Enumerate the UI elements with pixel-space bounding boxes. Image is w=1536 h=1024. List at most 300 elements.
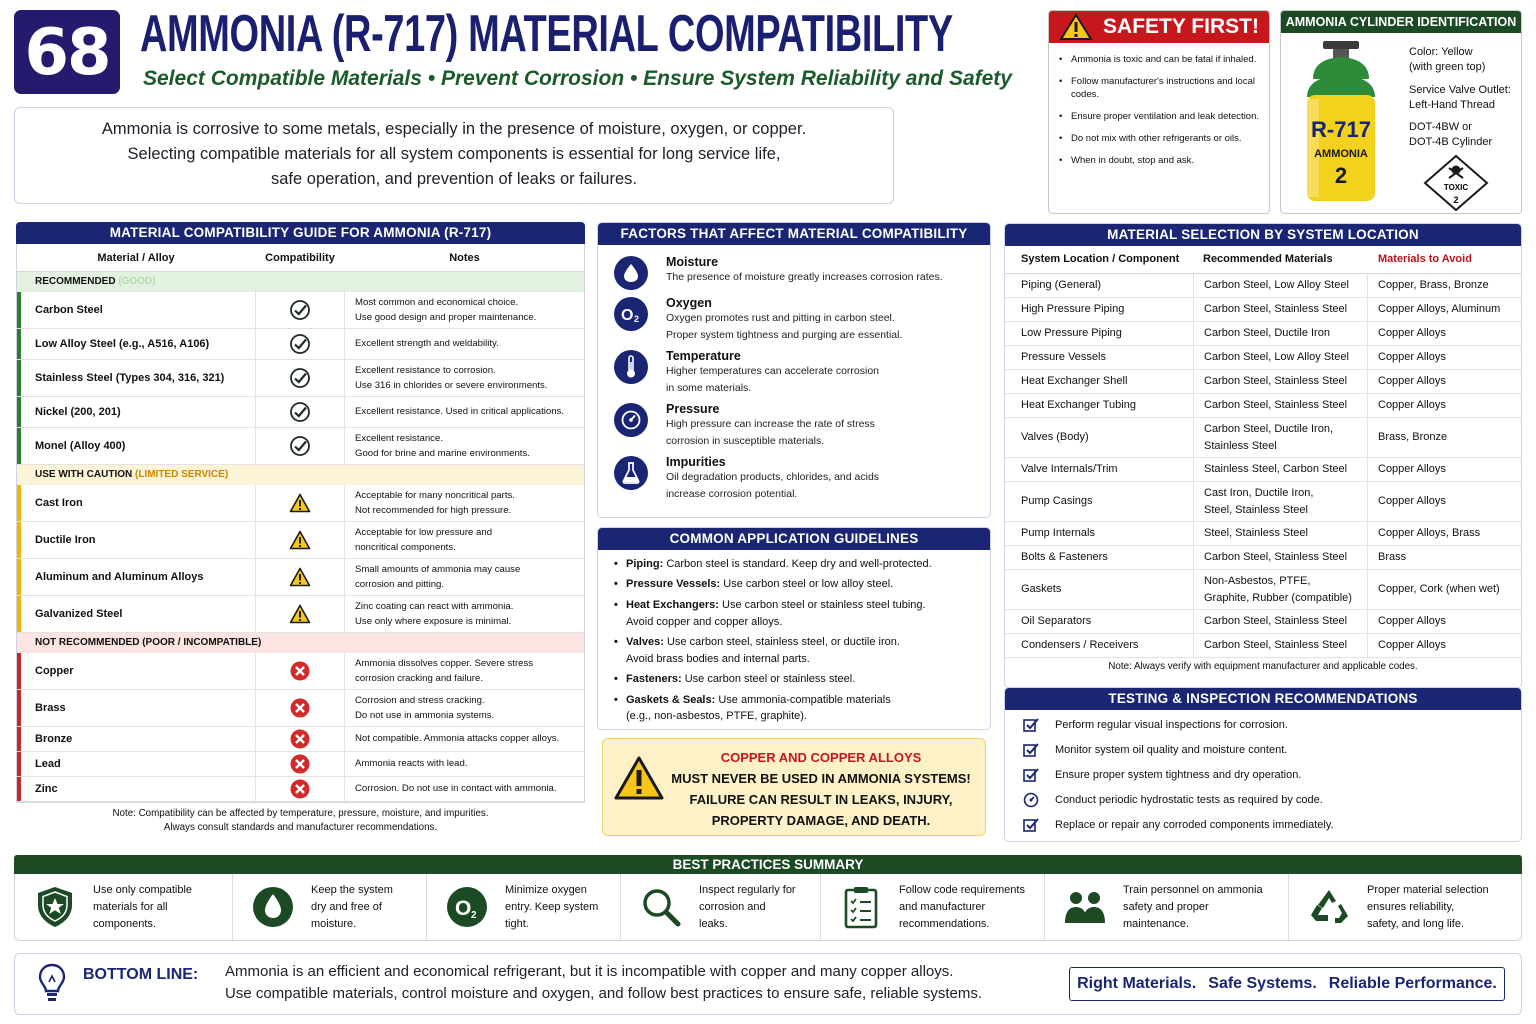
hazard-text: TOXIC	[1443, 183, 1469, 192]
material-name: Nickel (200, 201)	[35, 406, 121, 418]
testing-item	[1023, 787, 1521, 812]
cylinder-dot-2: DOT-4B Cylinder	[1409, 136, 1493, 148]
safety-panel	[1048, 10, 1270, 214]
factor-text	[666, 349, 879, 396]
location-note: Note: Always verify with equipment manufacturer and applicable codes.	[1108, 661, 1418, 672]
material-notes-cell	[345, 781, 584, 797]
factor-text	[666, 255, 943, 286]
avoid-cell: Copper Alloys	[1378, 463, 1446, 476]
guideline-item	[614, 597, 990, 631]
magnifier-icon	[639, 886, 683, 928]
material-name: Brass	[35, 702, 66, 714]
note-line: Not recommended for high pressure.	[355, 505, 512, 516]
guideline-text: Use carbon steel or low alloy steel.	[720, 578, 894, 591]
bottom-line-box	[14, 953, 1522, 1015]
material-name: Zinc	[35, 783, 58, 795]
factor-title: Moisture	[666, 255, 719, 269]
page-title: AMMONIA (R-717) MATERIAL COMPATIBILITY	[140, 5, 953, 63]
location-table-header: MATERIAL SELECTION BY SYSTEM LOCATION	[1005, 224, 1521, 246]
note-line: Excellent resistance. Used in critical applications.	[355, 406, 565, 418]
table-row	[17, 360, 584, 397]
table-row	[17, 727, 584, 752]
best-practice-line: Train personnel on ammonia	[1123, 883, 1263, 896]
note-line: Use 316 in chlorides or severe environments.	[355, 380, 548, 391]
section-label: RECOMMENDED	[35, 276, 116, 287]
guidelines-panel	[597, 527, 991, 730]
intro-line: safe operation, and prevention of leaks or failures.	[271, 170, 637, 188]
table-row	[1005, 546, 1521, 570]
warning-icon	[613, 755, 665, 801]
best-practice-item	[821, 874, 1045, 940]
checkbox-icon	[1023, 817, 1039, 833]
table-row	[1005, 370, 1521, 394]
location-name: Low Pressure Piping	[1021, 327, 1122, 340]
col-recommended: Recommended Materials	[1203, 253, 1333, 266]
guideline-item	[614, 692, 990, 726]
location-name: Valves (Body)	[1021, 431, 1089, 444]
intro-line: Ammonia is corrosive to some metals, especially in the presence of moisture, oxygen, or copper.	[101, 120, 807, 138]
material-notes-cell	[345, 404, 584, 420]
location-name: Pump Casings	[1021, 495, 1093, 508]
svg-text:O: O	[455, 897, 472, 920]
copper-warning-box	[602, 738, 986, 836]
location-name: Condensers / Receivers	[1021, 639, 1139, 652]
avoid-cell: Copper Alloys	[1378, 399, 1446, 412]
best-practice-item	[15, 874, 233, 940]
note-line: Excellent resistance.	[355, 432, 443, 444]
avoid-cell: Copper Alloys	[1378, 495, 1446, 508]
best-practice-item	[233, 874, 427, 940]
location-name: Bolts & Fasteners	[1021, 551, 1108, 564]
location-name: Pump Internals	[1021, 527, 1095, 540]
recommended-cell	[1193, 458, 1368, 481]
compat-cell	[255, 596, 345, 632]
guideline-text: Use carbon steel or stainless steel tubing.	[718, 598, 926, 611]
best-practice-item	[427, 874, 621, 940]
compat-cell	[255, 397, 345, 427]
material-note-2: Always consult standards and manufacturer recommendations.	[163, 822, 438, 833]
material-name: Monel (Alloy 400)	[35, 440, 126, 452]
compat-cell	[255, 559, 345, 595]
section-header-bad	[17, 633, 584, 653]
recommended-line: Carbon Steel, Stainless Steel	[1204, 375, 1348, 388]
tagline-part: Safe Systems.	[1208, 975, 1317, 992]
water-drop-icon	[251, 886, 295, 928]
status-bar	[17, 653, 21, 689]
note-line: Good for brine and marine environments.	[355, 448, 530, 459]
cylinder-valve-value: Left-Hand Thread	[1409, 99, 1496, 111]
section-label: NOT RECOMMENDED (POOR / INCOMPATIBLE)	[35, 637, 262, 648]
factor-title: Pressure	[666, 402, 720, 416]
material-notes-cell	[345, 756, 584, 772]
x-circle-icon	[289, 660, 311, 682]
recycle-icon	[1307, 887, 1351, 927]
compat-cell	[255, 522, 345, 558]
cylinder-label-r717: R-717	[1311, 117, 1371, 142]
status-bar	[17, 522, 21, 558]
guideline-text: Carbon steel is standard. Keep dry and well-protected.	[663, 558, 932, 570]
recommended-cell	[1193, 482, 1368, 521]
factor-item	[614, 349, 990, 396]
cylinder-header: AMMONIA CYLINDER IDENTIFICATION	[1281, 11, 1521, 33]
recommended-cell	[1193, 418, 1368, 457]
best-practice-line: Inspect regularly for	[699, 883, 796, 896]
location-name: Oil Separators	[1021, 615, 1092, 628]
table-row	[17, 690, 584, 727]
avoid-cell: Brass, Bronze	[1378, 431, 1448, 444]
note-line: Acceptable for many noncritical parts.	[355, 489, 515, 501]
table-row	[1005, 458, 1521, 482]
recommended-cell	[1193, 522, 1368, 545]
table-row	[17, 522, 584, 559]
location-name: Pressure Vessels	[1021, 351, 1106, 364]
material-table-header: MATERIAL COMPATIBILITY GUIDE FOR AMMONIA (R-717)	[16, 222, 585, 244]
table-row	[1005, 418, 1521, 458]
recommended-cell	[1193, 346, 1368, 369]
compat-cell	[255, 690, 345, 726]
check-circle-icon	[289, 333, 311, 355]
status-bar	[17, 428, 21, 464]
compat-cell	[255, 292, 345, 328]
material-notes-cell	[345, 731, 584, 747]
best-practice-line: Keep the system	[311, 883, 393, 896]
checkbox-icon	[1023, 717, 1039, 733]
note-line: Acceptable for low pressure and	[355, 526, 493, 538]
table-row	[17, 596, 584, 633]
note-line: Excellent strength and weldability.	[355, 338, 499, 350]
recommended-cell	[1193, 298, 1368, 321]
factor-line: increase corrosion potential.	[666, 487, 798, 500]
water-drop-icon	[614, 256, 648, 290]
table-row	[17, 428, 584, 465]
recommended-line: Carbon Steel, Stainless Steel	[1204, 551, 1348, 564]
best-practices-panel	[14, 855, 1522, 941]
table-row	[1005, 482, 1521, 522]
guideline-label: Heat Exchangers:	[626, 598, 719, 611]
note-line: Not compatible. Ammonia attacks copper alloys.	[355, 733, 560, 745]
material-name: Low Alloy Steel (e.g., A516, A106)	[35, 338, 210, 350]
safety-title: SAFETY FIRST!	[1103, 15, 1259, 38]
bottom-line-label: BOTTOM LINE:	[83, 966, 199, 983]
avoid-cell: Copper Alloys	[1378, 375, 1446, 388]
cylinder-info	[1409, 45, 1511, 150]
svg-text:O: O	[621, 307, 634, 323]
factor-title: Oxygen	[666, 296, 712, 310]
x-circle-icon	[289, 753, 311, 775]
col-compat: Compatibility	[265, 251, 335, 264]
best-practice-line: tight.	[505, 917, 529, 930]
material-name: Lead	[35, 758, 61, 770]
status-bar	[17, 777, 21, 801]
avoid-cell: Copper Alloys	[1378, 327, 1446, 340]
safety-header	[1049, 11, 1269, 43]
location-name: Piping (General)	[1021, 279, 1102, 292]
best-practice-text	[899, 882, 1025, 933]
material-name: Galvanized Steel	[35, 608, 123, 620]
recommended-line: Carbon Steel, Stainless Steel	[1204, 615, 1348, 628]
note-line: Use only where exposure is minimal.	[355, 616, 512, 627]
status-bar	[17, 292, 21, 328]
material-name: Cast Iron	[35, 497, 83, 509]
best-practice-line: maintenance.	[1123, 917, 1190, 930]
avoid-cell: Copper, Brass, Bronze	[1378, 279, 1489, 292]
caution-triangle-icon	[289, 567, 311, 587]
guideline-label: Fasteners:	[626, 673, 682, 686]
factors-panel	[597, 222, 991, 518]
guideline-label: Valves:	[626, 635, 664, 648]
safety-item: • Follow manufacturer's instructions and local codes.	[1059, 75, 1263, 101]
section-label-suffix: (GOOD)	[118, 276, 156, 287]
material-name: Bronze	[35, 733, 73, 745]
factor-title: Temperature	[666, 349, 741, 363]
guideline-label: Pressure Vessels:	[626, 578, 721, 591]
material-notes-cell	[345, 336, 584, 352]
testing-item	[1023, 712, 1521, 737]
warning-icon	[1059, 13, 1093, 41]
note-line: Small amounts of ammonia may cause	[355, 563, 521, 575]
material-notes-cell	[345, 488, 584, 519]
safety-item: • Ammonia is toxic and can be fatal if inhaled.	[1059, 53, 1263, 66]
table-row	[1005, 522, 1521, 546]
note-line: Most common and economical choice.	[355, 296, 519, 308]
table-row	[1005, 394, 1521, 418]
pressure-gauge-icon	[614, 403, 648, 437]
status-bar	[17, 690, 21, 726]
testing-item	[1023, 812, 1521, 837]
guidelines-list	[598, 550, 990, 725]
note-line: corrosion cracking and failure.	[355, 673, 483, 684]
flask-icon	[614, 456, 648, 490]
factor-text	[666, 296, 902, 343]
check-circle-icon	[289, 435, 311, 457]
compat-cell	[255, 485, 345, 521]
table-row	[1005, 634, 1521, 658]
best-practice-line: corrosion and	[699, 900, 766, 913]
best-practice-line: safety and proper	[1123, 900, 1209, 913]
best-practice-item	[621, 874, 821, 940]
check-circle-icon	[289, 367, 311, 389]
material-table-body	[17, 272, 584, 802]
status-bar	[17, 329, 21, 359]
best-practice-line: Proper material selection	[1367, 883, 1489, 896]
note-line: Do not use in ammonia systems.	[355, 710, 495, 721]
table-row	[1005, 322, 1521, 346]
best-practice-text	[311, 882, 393, 933]
copper-warning-line: PROPERTY DAMAGE, AND DEATH.	[711, 813, 931, 828]
lightbulb-icon	[37, 962, 67, 1004]
recommended-line: Carbon Steel, Stainless Steel	[1204, 639, 1348, 652]
factor-item	[614, 296, 990, 343]
material-notes-cell	[345, 363, 584, 394]
best-practice-line: leaks.	[699, 917, 728, 930]
location-name: High Pressure Piping	[1021, 303, 1125, 316]
note-line: Ammonia reacts with lead.	[355, 758, 468, 770]
material-notes-cell	[345, 656, 584, 687]
recommended-cell	[1193, 546, 1368, 569]
material-name: Stainless Steel (Types 304, 316, 321)	[35, 372, 225, 384]
recommended-line: Steel, Stainless Steel	[1204, 503, 1308, 516]
recommended-line: Carbon Steel, Stainless Steel	[1204, 399, 1348, 412]
copper-warning-line: FAILURE CAN RESULT IN LEAKS, INJURY,	[689, 792, 953, 807]
best-practices-header: BEST PRACTICES SUMMARY	[14, 855, 1522, 874]
best-practice-line: Follow code requirements	[899, 883, 1025, 896]
tagline-part: Reliable Performance.	[1328, 975, 1497, 992]
checkbox-icon	[1023, 767, 1039, 783]
avoid-cell: Copper Alloys, Aluminum	[1378, 303, 1501, 316]
table-row	[17, 653, 584, 690]
gauge-icon	[1023, 792, 1039, 808]
bottom-line-text: Ammonia is an efficient and economical refrigerant, but it is incompatible with copper and many copper alloys.	[225, 963, 954, 980]
cylinder-label-num: 2	[1334, 163, 1348, 188]
location-table-columns	[1005, 246, 1521, 274]
safety-item: • Ensure proper ventilation and leak detection.	[1059, 110, 1263, 123]
cylinder-color: Color: Yellow	[1409, 46, 1473, 58]
factor-text	[666, 455, 879, 502]
location-name: Heat Exchanger Shell	[1021, 375, 1128, 388]
best-practice-item	[1045, 874, 1289, 940]
testing-text: Monitor system oil quality and moisture content.	[1055, 743, 1288, 756]
best-practice-line: recommendations.	[899, 917, 990, 930]
safety-item: • When in doubt, stop and ask.	[1059, 154, 1263, 167]
material-note-1: Note: Compatibility can be affected by temperature, pressure, moisture, and impurities.	[112, 808, 489, 819]
best-practice-text	[93, 882, 192, 933]
cylinder-panel	[1280, 10, 1522, 214]
factor-line: Higher temperatures can accelerate corrosion	[666, 365, 880, 377]
recommended-cell	[1193, 634, 1368, 657]
guideline-text-cont: (e.g., non-asbestos, PTFE, graphite).	[626, 710, 807, 723]
compat-cell	[255, 360, 345, 396]
table-row	[17, 397, 584, 428]
hazard-num: 2	[1453, 195, 1459, 205]
guidelines-header: COMMON APPLICATION GUIDELINES	[598, 528, 990, 550]
material-notes	[16, 807, 585, 835]
location-name: Valve Internals/Trim	[1021, 463, 1118, 476]
factor-line: in some materials.	[666, 381, 752, 394]
bottom-line-text: Use compatible materials, control moisture and oxygen, and follow best practices to ensure safe, reliable systems.	[225, 985, 983, 1002]
recommended-line: Cast Iron, Ductile Iron,	[1204, 487, 1314, 499]
caution-triangle-icon	[289, 530, 311, 550]
note-line: Corrosion and stress cracking.	[355, 694, 485, 706]
table-row	[17, 777, 584, 802]
shield-icon	[33, 885, 77, 929]
copper-warning-line: MUST NEVER BE USED IN AMMONIA SYSTEMS!	[671, 771, 971, 786]
oxygen-icon	[614, 297, 648, 331]
status-bar	[17, 485, 21, 521]
guideline-item	[614, 576, 990, 593]
best-practice-line: Use only compatible	[93, 883, 193, 896]
factors-list	[598, 255, 990, 502]
location-table-body	[1005, 274, 1521, 658]
status-bar	[17, 596, 21, 632]
location-name: Gaskets	[1021, 583, 1062, 596]
col-material: Material / Alloy	[97, 251, 175, 264]
factors-header: FACTORS THAT AFFECT MATERIAL COMPATIBILITY	[598, 223, 990, 245]
checkbox-icon	[1023, 742, 1039, 758]
best-practice-text	[699, 882, 796, 933]
svg-text:2: 2	[634, 314, 640, 323]
copper-warning-title: COPPER AND COPPER ALLOYS	[720, 750, 922, 765]
factor-line: The presence of moisture greatly increases corrosion rates.	[666, 271, 943, 283]
material-name: Carbon Steel	[35, 304, 103, 316]
check-circle-icon	[289, 401, 311, 423]
guideline-label: Gaskets & Seals:	[626, 693, 716, 706]
intro-box	[14, 107, 894, 204]
avoid-cell: Brass	[1378, 551, 1407, 564]
caution-triangle-icon	[289, 493, 311, 513]
recommended-line: Carbon Steel, Low Alloy Steel	[1204, 351, 1349, 364]
best-practice-line: safety, and long life.	[1367, 917, 1465, 930]
note-line: Ammonia dissolves copper. Severe stress	[355, 657, 534, 669]
avoid-cell: Copper Alloys, Brass	[1378, 527, 1481, 540]
avoid-cell: Copper Alloys	[1378, 639, 1446, 652]
material-table-columns	[17, 244, 584, 272]
caution-triangle-icon	[289, 604, 311, 624]
testing-item	[1023, 737, 1521, 762]
table-row	[17, 485, 584, 522]
recommended-line: Carbon Steel, Ductile Iron,	[1204, 423, 1334, 435]
recommended-line: Stainless Steel	[1204, 439, 1277, 452]
testing-panel	[1004, 687, 1522, 842]
recommended-cell	[1193, 394, 1368, 417]
tagline-part: Right Materials.	[1077, 975, 1197, 992]
material-table-panel	[16, 222, 585, 833]
guideline-text-cont: Avoid copper and copper alloys.	[626, 615, 783, 628]
table-row	[17, 329, 584, 360]
testing-text: Ensure proper system tightness and dry operation.	[1055, 768, 1302, 781]
people-icon	[1063, 889, 1107, 925]
location-name: Heat Exchanger Tubing	[1021, 399, 1136, 412]
cylinder-dot-1: DOT-4BW or	[1409, 121, 1472, 133]
note-line: corrosion and pitting.	[355, 579, 445, 590]
guideline-item	[614, 556, 990, 573]
guideline-item	[614, 634, 990, 668]
status-bar	[17, 727, 21, 751]
table-row	[1005, 346, 1521, 370]
material-notes-cell	[345, 295, 584, 326]
recommended-cell	[1193, 274, 1368, 297]
recommended-line: Carbon Steel, Ductile Iron	[1204, 327, 1330, 340]
best-practice-item	[1289, 874, 1521, 940]
recommended-cell	[1193, 610, 1368, 633]
compat-cell	[255, 777, 345, 801]
compat-cell	[255, 428, 345, 464]
table-row	[1005, 274, 1521, 298]
cylinder-color-note: (with green top)	[1409, 61, 1486, 73]
compat-cell	[255, 329, 345, 359]
best-practice-line: dry and free of	[311, 900, 382, 913]
material-notes-cell	[345, 693, 584, 724]
recommended-line: Carbon Steel, Stainless Steel	[1204, 303, 1348, 316]
material-notes-cell	[345, 431, 584, 462]
cylinder-valve-label: Service Valve Outlet:	[1409, 84, 1511, 96]
testing-list	[1005, 710, 1521, 837]
best-practice-text	[1123, 882, 1263, 933]
factor-line: corrosion in susceptible materials.	[666, 434, 825, 447]
x-circle-icon	[289, 697, 311, 719]
best-practice-line: materials for all	[93, 900, 168, 913]
best-practice-line: and manufacturer	[899, 900, 986, 913]
clipboard-icon	[839, 885, 883, 929]
note-line: Corrosion. Do not use in contact with ammonia.	[355, 783, 557, 795]
cylinder-label-name: AMMONIA	[1314, 148, 1368, 160]
avoid-cell: Copper Alloys	[1378, 351, 1446, 364]
factor-item	[614, 455, 990, 502]
intro-line: Selecting compatible materials for all system components is essential for long service life,	[127, 145, 781, 163]
testing-text: Perform regular visual inspections for corrosion.	[1055, 718, 1288, 731]
note-line: Zinc coating can react with ammonia.	[355, 600, 514, 612]
best-practice-line: Minimize oxygen	[505, 883, 587, 896]
material-notes-cell	[345, 525, 584, 556]
